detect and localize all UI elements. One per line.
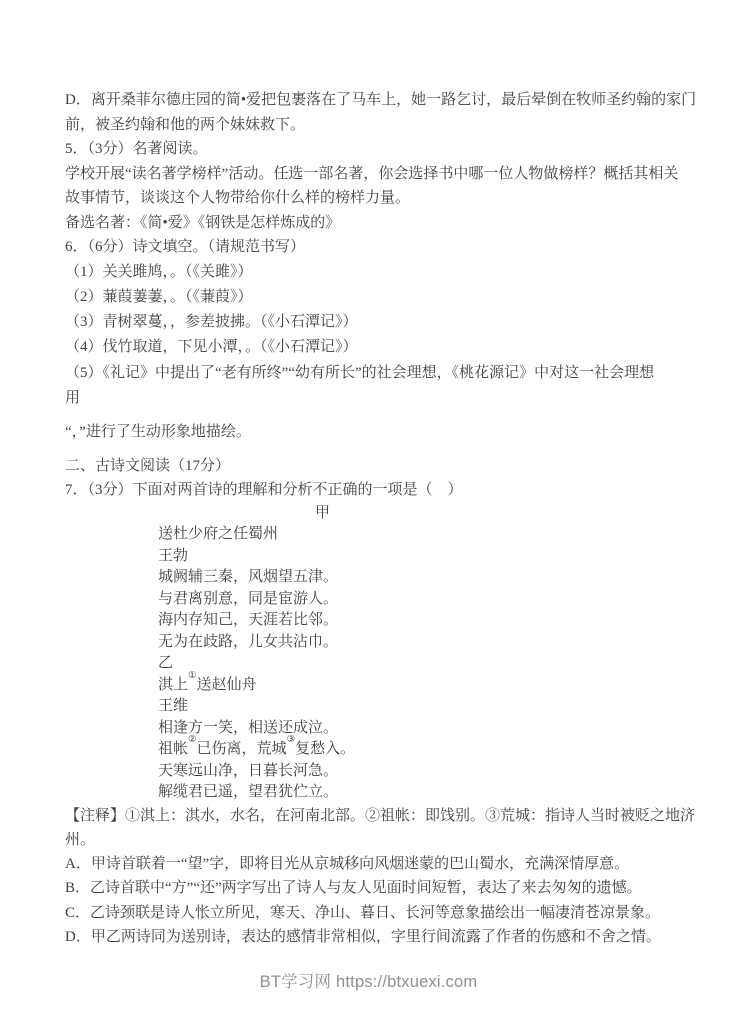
poem-yi-title-part2: 送赵仙舟 <box>196 676 257 693</box>
annotations-line1: 【注释】①淇上：淇水，水名，在河南北部。②祖帐：即饯别。③荒城：指诗人当时被贬之地济 <box>65 807 696 824</box>
poem-yi-title-part1: 淇上 <box>158 676 189 693</box>
q4-option-d <box>65 88 697 137</box>
q6-fill-in-items <box>65 260 687 412</box>
poem-yi-author: 王维 <box>158 698 189 715</box>
section-2-heading: 二、古诗文阅读（17分） <box>65 457 231 474</box>
q4-option-d-line2: 前，被圣约翰和他的两个妹妹救下。 <box>65 116 306 133</box>
q7-option-a: A．甲诗首联着一“望”字，即将目光从京城移向风烟迷蒙的巴山蜀水，充满深情厚意。 <box>65 856 630 873</box>
note-ref-2: ② <box>188 735 197 746</box>
poem-jia-author: 王勃 <box>158 547 189 564</box>
poems-block <box>158 503 687 804</box>
poem-yi-verse-2-part1: 祖帐 <box>158 741 189 758</box>
note-ref-3: ③ <box>286 735 296 746</box>
q6-item-5-line2: 用 <box>65 389 81 406</box>
poem-jia-title: 送杜少府之任蜀州 <box>158 526 279 543</box>
blank-line <box>65 445 687 454</box>
q6-item-5-line3: “，”进行了生动形象地描绘。 <box>65 424 251 441</box>
poem-jia-label: 甲 <box>315 504 331 521</box>
site-watermark: BT学习网 https://btxuexi.com <box>259 973 478 991</box>
note-ref-1: ① <box>188 670 197 681</box>
poem-jia-verse-3: 海内存知己，天涯若比邻。 <box>158 612 339 629</box>
q5-heading: 5．（3分）名著阅读。 <box>65 141 208 157</box>
poem-yi-verse-3: 天寒远山净，日暮长河急。 <box>158 762 339 779</box>
q7-option-d: D．甲乙两诗同为送别诗，表达的感情非常相似，字里行间流露了作者的伤感和不舍之情。 <box>65 928 661 945</box>
q5-body-line2: 故事情节，谈谈这个人物带给你什么样的榜样力量。 <box>65 190 411 206</box>
poem-jia-verse-1: 城阙辅三秦，风烟望五津。 <box>158 569 339 586</box>
q6-item-5-line1: （5）《礼记》中提出了“老有所终”“幼有所长”的社会理想，《桃花源记》中对这一社会理想 <box>65 364 655 381</box>
poem-jia-verse-2: 与君离别意，同是宦游人。 <box>158 590 339 607</box>
question-6 <box>65 235 687 445</box>
q6-item-4: （4）伐竹取道，下见小潭，。（《小石潭记》） <box>65 339 358 356</box>
poem-jia-verse-4: 无为在歧路，儿女共沾巾。 <box>158 633 339 650</box>
poem-yi-verse-2 <box>158 735 687 761</box>
q7-option-b: B．乙诗首联中“方”“还”两字写出了诗人与友人见面时间短暂，表达了来去匆匆的遗憾。 <box>65 880 642 897</box>
notes-and-options <box>65 804 696 949</box>
poem-yi-verse-4: 解缆君已遥，望君犹伫立。 <box>158 784 339 801</box>
q5-candidates: 备选名著：《简•爱》《钢铁是怎样炼成的》 <box>65 214 341 231</box>
q7-option-c: C．乙诗颈联是诗人怅立所见，寒天、净山、暮日、长河等意象描绘出一幅凄清苍凉景象。 <box>65 904 661 921</box>
q4-option-d-line1: D．离开桑菲尔德庄园的简•爱把包裹落在了马车上，她一路乞讨，最后晕倒在牧师圣约翰的家门 <box>65 92 697 108</box>
q6-heading: 6．（6分）诗文填空。（请规范书写） <box>65 239 306 255</box>
poem-yi-title <box>158 670 687 697</box>
blank-line <box>65 411 687 420</box>
annotations-line2: 州。 <box>65 831 96 848</box>
poem-yi-verse-2-part3: 复愁入。 <box>295 741 356 758</box>
q6-item-3: （3）青树翠蔓，，参差披拂。（《小石潭记》） <box>65 314 358 331</box>
poem-yi-label: 乙 <box>158 655 174 672</box>
question-7 <box>65 478 696 949</box>
q6-item-1: （1）关关雎鸠，。（《关雎》） <box>65 263 253 280</box>
question-5 <box>65 137 687 235</box>
q7-stem: 7．（3分）下面对两首诗的理解和分析不正确的一项是（ ） <box>65 482 463 499</box>
q6-item-2: （2）蒹葭萋萋，。（《蒹葭》） <box>65 288 253 305</box>
poem-yi-verse-1: 相逢方一笑，相送还成泣。 <box>158 719 339 736</box>
poem-yi-verse-2-part2: 已伤离，荒城 <box>196 741 287 758</box>
q5-body-line1: 学校开展“读名著学榜样”活动。任选一部名著，你会选择书中哪一位人物做榜样？概括其相关 <box>65 165 679 182</box>
